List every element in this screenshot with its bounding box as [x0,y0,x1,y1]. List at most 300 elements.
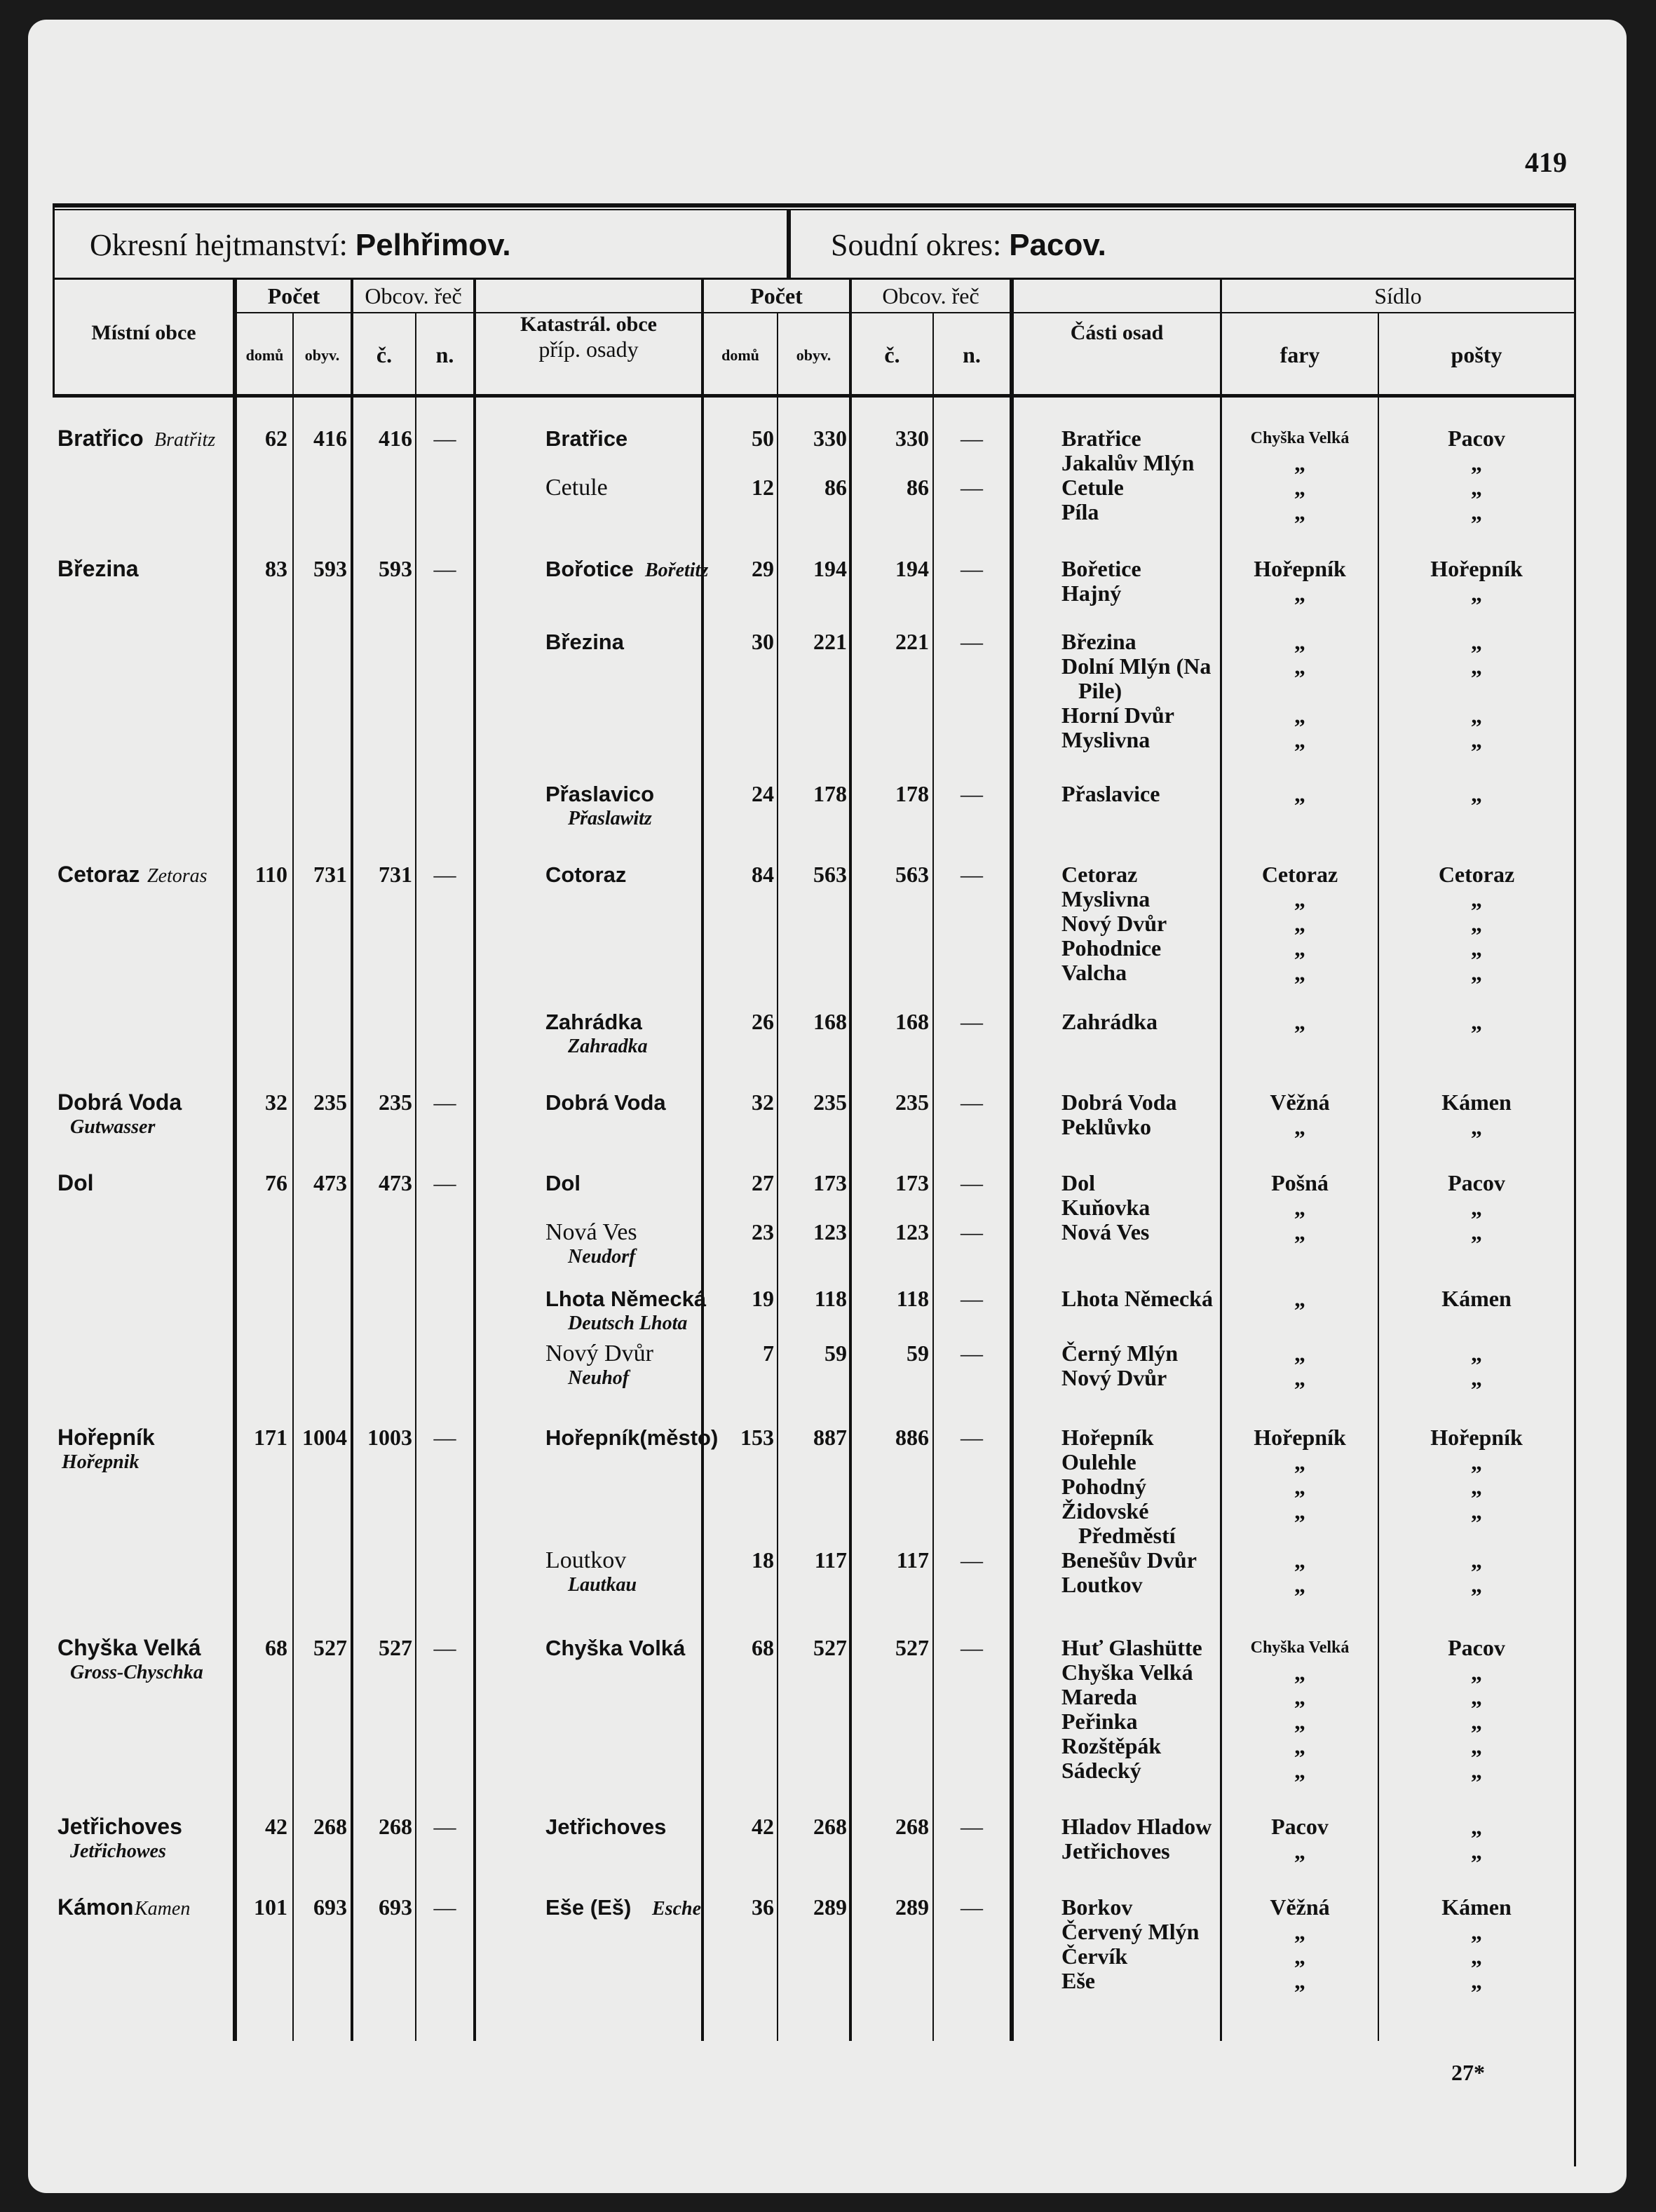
katastral-name: Zahrádka [545,1010,642,1034]
lang-c-count: 235 [379,1090,412,1115]
lang-c-count: 731 [379,862,412,887]
kat-lang-c-count: 178 [895,781,929,806]
col-katastral: Katastrál. obce [520,313,657,336]
kat-lang-c-count: 173 [895,1170,929,1195]
parish-seat: „ [1294,1838,1305,1864]
parish-seat: Cetoraz [1261,862,1338,887]
post-office: „ [1471,475,1482,500]
kat-domu-count: 26 [752,1009,774,1034]
parish-seat: „ [1294,727,1305,752]
lang-n-count: — [433,1635,456,1660]
post-office: „ [1471,703,1482,728]
kat-lang-c-count: 117 [896,1547,929,1573]
part-name: Jetřichoves [1061,1838,1170,1864]
obec-name: Bratřico [57,426,144,451]
obyv-count: 693 [313,1894,347,1920]
katastral-german-name: Bořetitz [645,559,709,581]
kat-lang-n-count: — [961,1814,983,1839]
kat-lang-c-count: 563 [895,862,929,887]
domu-count: 101 [254,1894,287,1920]
part-name: Pile) [1061,678,1122,703]
parish-seat: Pacov [1271,1814,1329,1839]
post-office: „ [1471,1814,1482,1839]
kat-domu-count: 50 [752,426,774,451]
domu-count: 76 [265,1170,287,1195]
post-office: „ [1471,1219,1482,1244]
parish-seat: „ [1294,1733,1305,1758]
post-office: „ [1471,653,1482,679]
col-n: n. [435,342,454,367]
parish-seat: „ [1294,886,1305,911]
parish-seat: „ [1294,703,1305,728]
kat-obyv-count: 887 [813,1425,847,1450]
post-office: „ [1471,499,1482,524]
district-heading [90,227,511,263]
katastral-name: Chyška Volká [545,1636,686,1660]
kat-domu-count: 19 [752,1286,774,1311]
post-office: „ [1471,1919,1482,1944]
obyv-count: 593 [313,556,347,581]
part-name: Zahrádka [1061,1009,1158,1034]
obyv-count: 527 [313,1635,347,1660]
obec-german-name: Gross-Chyschka [70,1662,203,1683]
post-office: Kámen [1441,1090,1512,1115]
kat-lang-n-count: — [961,1635,983,1660]
kat-lang-c-count: 886 [895,1425,929,1450]
post-office: „ [1471,1943,1482,1969]
obec-german-name: Hořepnik [62,1451,140,1473]
post-office: Pacov [1448,426,1505,451]
katastral-german-name: Deutsch Lhota [568,1312,688,1334]
kat-obyv-count: 289 [813,1894,847,1920]
part-name: Nová Ves [1061,1219,1150,1244]
part-name: Předměstí [1061,1523,1176,1548]
post-office: Pacov [1448,1635,1505,1660]
obec-name: Březina [57,556,139,581]
kat-obyv-count: 173 [813,1170,847,1195]
part-name: Peřinka [1061,1709,1138,1734]
part-name: Jakalův Mlýn [1061,450,1195,475]
kat-lang-c-count: 118 [896,1286,929,1311]
kat-domu-count: 7 [763,1341,774,1366]
post-office: „ [1471,935,1482,961]
kat-lang-c-count: 221 [895,629,929,654]
obec-name: Cetoraz [57,862,140,887]
lang-n-count: — [433,1425,456,1450]
obyv-count: 235 [313,1090,347,1115]
parish-seat: „ [1294,629,1305,654]
parish-seat: „ [1294,781,1305,806]
part-name: Dolní Mlýn (Na [1061,653,1212,679]
kat-domu-count: 29 [752,556,774,581]
lang-c-count: 1003 [367,1425,412,1450]
parish-seat: „ [1294,1114,1305,1139]
post-office: „ [1471,1341,1482,1366]
col-pocet: Počet [267,283,320,308]
kat-obyv-count: 194 [813,556,847,581]
kat-lang-c-count: 268 [895,1814,929,1839]
parish-seat: Pošná [1271,1170,1329,1195]
parish-seat: „ [1294,1219,1305,1244]
kat-lang-c-count: 123 [895,1219,929,1244]
parish-seat: „ [1294,1449,1305,1474]
parish-seat: „ [1294,1943,1305,1969]
part-name: Černý Mlýn [1061,1341,1179,1366]
col-sidlo: Sídlo [1374,283,1422,308]
parish-seat: „ [1294,1572,1305,1597]
katastral-german-name: Lautkau [568,1574,637,1596]
lang-n-count: — [433,1090,456,1115]
part-name: Sádecký [1061,1758,1141,1783]
lang-n-count: — [433,1894,456,1920]
parish-seat: „ [1294,911,1305,936]
kat-lang-c-count: 235 [895,1090,929,1115]
col-obyv: obyv. [304,346,340,364]
post-office: „ [1471,450,1482,475]
part-name: Pohodnice [1061,935,1162,961]
part-name: Kuňovka [1061,1195,1151,1220]
obyv-count: 731 [313,862,347,887]
post-office: „ [1471,629,1482,654]
parish-seat: „ [1294,1286,1305,1311]
part-name: Loutkov [1061,1572,1143,1597]
domu-count: 32 [265,1090,287,1115]
katastral-name: Dobrá Voda [545,1090,666,1115]
part-name: Březina [1061,629,1136,654]
col-obcov-rec-2: Obcov. řeč [882,283,979,308]
post-office: „ [1471,1547,1482,1573]
part-name: Bratřice [1061,426,1141,451]
kat-lang-n-count: — [961,629,983,654]
lang-c-count: 416 [379,426,412,451]
post-office: Kámen [1441,1894,1512,1920]
kat-lang-c-count: 86 [907,475,929,500]
post-office: „ [1471,1365,1482,1390]
lang-n-count: — [433,862,456,887]
kat-lang-n-count: — [961,1009,983,1034]
domu-count: 83 [265,556,287,581]
part-name: Hořepník [1061,1425,1154,1450]
katastral-name: Přaslavico [545,782,655,806]
parish-seat: „ [1294,1474,1305,1499]
katastral-name: Hořepník(město) [545,1425,719,1450]
page-sheet [28,20,1627,2193]
katastral-name: Nová Ves [545,1219,637,1245]
lang-c-count: 268 [379,1814,412,1839]
kat-obyv-count: 118 [814,1286,847,1311]
col-katastral-sub: příp. osady [538,337,639,362]
post-office: „ [1471,1572,1482,1597]
part-name: Židovské [1061,1498,1149,1524]
kat-lang-n-count: — [961,1425,983,1450]
parish-seat: Věžná [1270,1894,1330,1920]
kat-obyv-count: 563 [813,862,847,887]
part-name: Borkov [1061,1894,1133,1920]
post-office: „ [1471,911,1482,936]
kat-obyv-count: 221 [813,629,847,654]
part-name: Oulehle [1061,1449,1136,1474]
parish-seat: „ [1294,1498,1305,1524]
parish-seat: „ [1294,1195,1305,1220]
part-name: Červík [1061,1943,1128,1969]
col-domu: domů [245,346,284,364]
kat-lang-n-count: — [961,426,983,451]
obec-name: Dol [57,1170,94,1195]
kat-domu-count: 23 [752,1219,774,1244]
parish-seat: „ [1294,1968,1305,1993]
part-name: Cetoraz [1061,862,1138,887]
parish-seat: „ [1294,581,1305,606]
katastral-name: Lhota Německá [545,1287,707,1311]
court-label: Soudní okres: [831,228,1002,262]
post-office: „ [1471,1968,1482,1993]
domu-count: 110 [254,862,287,887]
parish-seat: „ [1294,1709,1305,1734]
obec-name: Dobrá Voda [57,1090,182,1115]
lang-c-count: 473 [379,1170,412,1195]
post-office: „ [1471,1195,1482,1220]
lang-c-count: 693 [379,1894,412,1920]
part-name: Myslivna [1061,886,1151,911]
kat-domu-count: 30 [752,629,774,654]
court-heading [831,227,1106,263]
post-office: „ [1471,1660,1482,1685]
post-office: „ [1471,1684,1482,1709]
parish-seat: „ [1294,1009,1305,1034]
kat-lang-c-count: 527 [895,1635,929,1660]
part-name: Přaslavice [1061,781,1160,806]
part-name: Horní Dvůr [1061,703,1174,728]
kat-obyv-count: 117 [814,1547,847,1573]
parish-seat: „ [1294,935,1305,961]
kat-domu-count: 68 [752,1635,774,1660]
kat-lang-n-count: — [961,1894,983,1920]
post-office: Kámen [1441,1286,1512,1311]
parish-seat: „ [1294,475,1305,500]
col-pocet-2: Počet [750,283,803,308]
parish-seat: „ [1294,1341,1305,1366]
kat-domu-count: 18 [752,1547,774,1573]
kat-obyv-count: 123 [813,1219,847,1244]
col-obyv-2: obyv. [796,346,832,364]
court-value: Pacov. [1009,228,1106,262]
kat-lang-n-count: — [961,1547,983,1573]
kat-domu-count: 27 [752,1170,774,1195]
part-name: Benešův Dvůr [1061,1547,1197,1573]
katastral-german-name: Přaslawitz [568,808,652,829]
obec-name: Jetřichoves [57,1814,182,1839]
col-mistni-obce: Místní obce [91,321,196,344]
katastral-name: Bratřice [545,426,628,451]
part-name: Eše [1061,1968,1095,1993]
col-n-2: n. [963,342,981,367]
parish-seat: Chyška Velká [1250,429,1350,447]
parish-seat: „ [1294,499,1305,524]
obec-german-name: Kamen [135,1898,191,1920]
kat-lang-c-count: 59 [907,1341,929,1366]
obec-german-name: Jetřichowes [70,1840,166,1862]
kat-lang-n-count: — [961,1170,983,1195]
parish-seat: Chyška Velká [1250,1638,1350,1657]
obyv-count: 473 [313,1170,347,1195]
kat-obyv-count: 86 [824,475,847,500]
obec-name: Kámon [57,1894,134,1920]
lang-n-count: — [433,1170,456,1195]
part-name: Píla [1061,499,1099,524]
kat-lang-c-count: 289 [895,1894,929,1920]
top-rule [53,203,1575,208]
post-office: „ [1471,781,1482,806]
kat-lang-c-count: 330 [895,426,929,451]
kat-obyv-count: 59 [824,1341,847,1366]
kat-domu-count: 24 [752,781,774,806]
kat-obyv-count: 330 [813,426,847,451]
katastral-name: Cetule [545,475,608,501]
kat-lang-n-count: — [961,862,983,887]
katastral-name: Eše (Eš) [545,1895,632,1920]
kat-domu-count: 12 [752,475,774,500]
kat-lang-c-count: 194 [895,556,929,581]
katastral-name: Březina [545,630,624,654]
post-office: Cetoraz [1438,862,1515,887]
part-name: Cetule [1061,475,1124,500]
page-number: 419 [1525,147,1567,178]
lang-n-count: — [433,426,456,451]
kat-domu-count: 84 [752,862,774,887]
katastral-name: Loutkov [545,1547,627,1573]
katastral-name: Dol [545,1171,581,1195]
part-name: Bořetice [1061,556,1141,581]
kat-domu-count: 153 [740,1425,774,1450]
post-office: Pacov [1448,1170,1505,1195]
part-name: Červený Mlýn [1061,1919,1200,1944]
obyv-count: 268 [313,1814,347,1839]
district-label: Okresní hejtmanství: [90,228,348,262]
domu-count: 42 [265,1814,287,1839]
parish-seat: „ [1294,1365,1305,1390]
post-office: „ [1471,1758,1482,1783]
kat-domu-count: 32 [752,1090,774,1115]
col-domu-2: domů [721,346,759,364]
kat-obyv-count: 178 [813,781,847,806]
parish-seat: „ [1294,1660,1305,1685]
obec-german-name: Bratřitz [154,429,216,451]
parish-seat: „ [1294,450,1305,475]
post-office: „ [1471,1114,1482,1139]
parish-seat: „ [1294,1547,1305,1573]
kat-lang-n-count: — [961,556,983,581]
post-office: „ [1471,1449,1482,1474]
kat-lang-n-count: — [961,1341,983,1366]
domu-count: 68 [265,1635,287,1660]
part-name: Nový Dvůr [1061,911,1167,936]
col-c-2: č. [884,342,900,367]
parish-seat: „ [1294,1919,1305,1944]
domu-count: 171 [254,1425,287,1450]
obyv-count: 416 [313,426,347,451]
part-name: Mareda [1061,1684,1137,1709]
domu-count: 62 [265,426,287,451]
post-office: „ [1471,1709,1482,1734]
kat-lang-n-count: — [961,781,983,806]
kat-lang-n-count: — [961,475,983,500]
obyv-count: 1004 [302,1425,347,1450]
post-office: „ [1471,1838,1482,1864]
kat-obyv-count: 527 [813,1635,847,1660]
part-name: Rozštěpák [1061,1733,1162,1758]
lang-n-count: — [433,556,456,581]
katastral-name: Bořotice [545,557,634,581]
post-office: „ [1471,886,1482,911]
post-office: „ [1471,581,1482,606]
part-name: Hajný [1061,581,1122,606]
post-office: Hořepník [1430,1425,1523,1450]
post-office: „ [1471,727,1482,752]
col-obcov-rec: Obcov. řeč [365,283,462,308]
katastral-german-name: Neudorf [568,1246,636,1268]
part-name: Dol [1061,1170,1095,1195]
part-name: Lhota Německá [1061,1286,1213,1311]
kat-lang-n-count: — [961,1219,983,1244]
katastral-german-name: Neuhof [568,1367,630,1389]
katastral-german-name: Esche [652,1898,701,1920]
parish-seat: Věžná [1270,1090,1330,1115]
kat-lang-n-count: — [961,1286,983,1311]
kat-domu-count: 42 [752,1814,774,1839]
kat-lang-c-count: 168 [895,1009,929,1034]
obec-name: Chyška Velká [57,1635,201,1660]
parish-seat: „ [1294,1758,1305,1783]
part-name: Peklůvko [1061,1114,1152,1139]
col-fary: fary [1280,342,1320,367]
parish-seat: „ [1294,1684,1305,1709]
part-name: Hladov Hladow [1061,1814,1212,1839]
part-name: Pohodný [1061,1474,1146,1499]
col-casti-osad: Části osad [1070,321,1164,344]
kat-obyv-count: 168 [813,1009,847,1034]
part-name: Huť Glashütte [1061,1635,1202,1660]
post-office: „ [1471,1474,1482,1499]
lang-n-count: — [433,1814,456,1839]
obec-german-name: Zetoras [147,865,208,887]
kat-obyv-count: 268 [813,1814,847,1839]
katastral-name: Cotoraz [545,862,627,887]
post-office: „ [1471,1009,1482,1034]
katastral-name: Nový Dvůr [545,1341,653,1366]
parish-seat: „ [1294,960,1305,985]
col-c: č. [376,342,393,367]
part-name: Valcha [1061,960,1127,985]
district-value: Pelhřimov. [355,228,511,262]
part-name: Dobrá Voda [1061,1090,1177,1115]
obec-name: Hořepník [57,1425,155,1450]
post-office: „ [1471,1498,1482,1524]
col-posty: pošty [1451,342,1502,367]
post-office: „ [1471,1733,1482,1758]
lang-c-count: 527 [379,1635,412,1660]
parish-seat: Hořepník [1254,1425,1346,1450]
post-office: „ [1471,960,1482,985]
post-office: Hořepník [1430,556,1523,581]
part-name: Chyška Velká [1061,1660,1193,1685]
katastral-german-name: Zahradka [568,1036,648,1057]
katastral-name: Jetřichoves [545,1814,667,1839]
footer-mark: 27* [1451,2060,1485,2085]
part-name: Myslivna [1061,727,1151,752]
part-name: Nový Dvůr [1061,1365,1167,1390]
lang-c-count: 593 [379,556,412,581]
obec-german-name: Gutwasser [70,1116,156,1138]
